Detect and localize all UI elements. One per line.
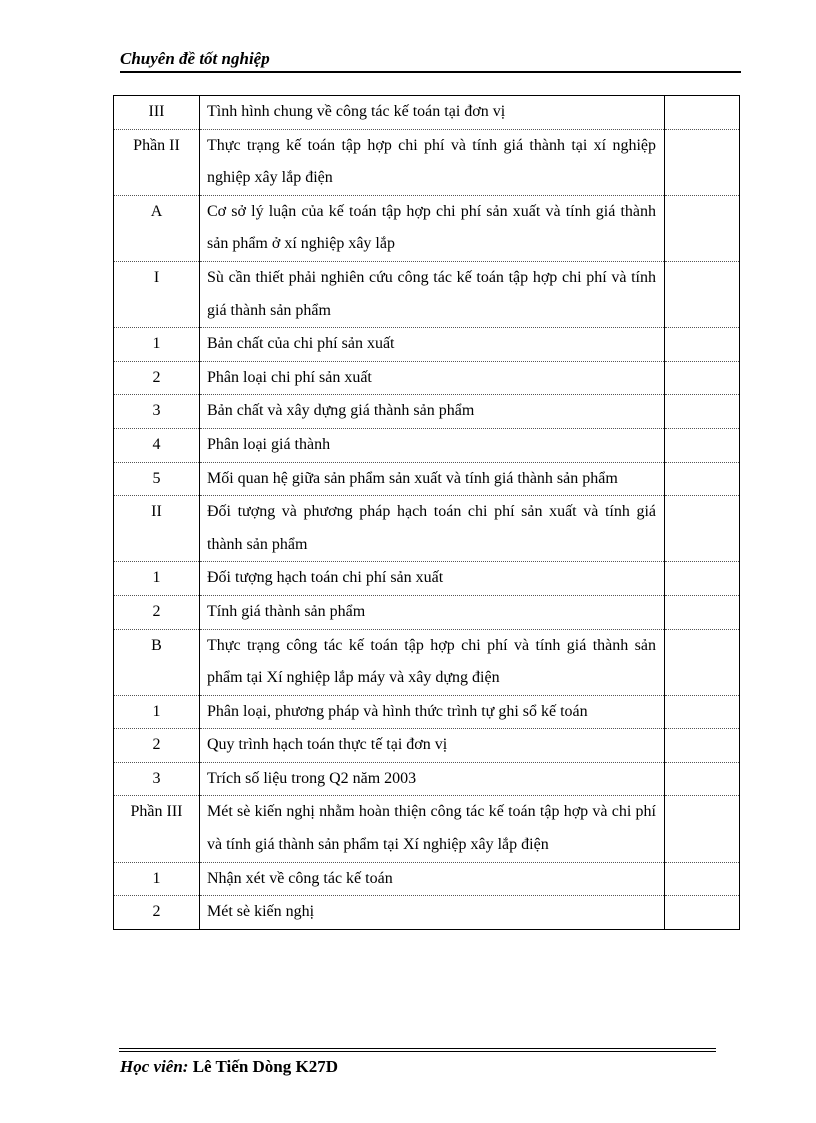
toc-row (114, 695, 740, 729)
header-title: Chuyên đề tốt nghiệp (120, 49, 270, 68)
toc-page (665, 762, 740, 796)
toc-row (114, 428, 740, 462)
toc-number: 3 (114, 395, 200, 429)
toc-title: Thực trạng kế toán tập hợp chi phí và tính giá thành tại xí nghiệp nghiệp xây lắp điện (200, 129, 665, 195)
toc-page (665, 261, 740, 327)
toc-page (665, 629, 740, 695)
toc-number: 1 (114, 695, 200, 729)
toc-row (114, 496, 740, 562)
toc-page (665, 195, 740, 261)
toc-page (665, 496, 740, 562)
toc-title: Phân loại chi phí sản xuất (200, 361, 665, 395)
footer-divider (119, 1048, 716, 1052)
toc-row (114, 462, 740, 496)
toc-title: Đối tượng và phương pháp hạch toán chi phí sản xuất và tính giá thành sản phẩm (200, 496, 665, 562)
toc-title: Quy trình hạch toán thực tế tại đơn vị (200, 729, 665, 763)
toc-page (665, 695, 740, 729)
toc-page (665, 328, 740, 362)
toc-number: II (114, 496, 200, 562)
toc-title: Bản chất và xây dựng giá thành sản phẩm (200, 395, 665, 429)
toc-title: Sù cần thiết phải nghiên cứu công tác kế toán tập hợp chi phí và tính giá thành sản phẩm (200, 261, 665, 327)
page-header (120, 48, 741, 73)
toc-title: Trích số liệu trong Q2 năm 2003 (200, 762, 665, 796)
toc-row (114, 395, 740, 429)
toc-number: 4 (114, 428, 200, 462)
toc-row (114, 195, 740, 261)
toc-number: I (114, 261, 200, 327)
toc-row (114, 595, 740, 629)
toc-page (665, 428, 740, 462)
toc-row (114, 361, 740, 395)
toc-page (665, 395, 740, 429)
toc-title: Đối tượng hạch toán chi phí sản xuất (200, 562, 665, 596)
toc-page (665, 595, 740, 629)
toc-number: 3 (114, 762, 200, 796)
footer-label: Học viên: (120, 1057, 189, 1076)
toc-number: A (114, 195, 200, 261)
table-of-contents (113, 95, 740, 930)
toc-page (665, 129, 740, 195)
toc-page (665, 729, 740, 763)
toc-number: 2 (114, 729, 200, 763)
toc-title: Nhận xét về công tác kế toán (200, 862, 665, 896)
toc-page (665, 462, 740, 496)
toc-number: 1 (114, 328, 200, 362)
toc-page (665, 96, 740, 130)
toc-number: 5 (114, 462, 200, 496)
page-footer (120, 1056, 720, 1078)
toc-number: Phần III (114, 796, 200, 862)
toc-title: Phân loại giá thành (200, 428, 665, 462)
toc-number: 1 (114, 562, 200, 596)
toc-number: 2 (114, 595, 200, 629)
toc-row (114, 261, 740, 327)
toc-page (665, 562, 740, 596)
toc-page (665, 896, 740, 930)
toc-row (114, 96, 740, 130)
toc-row (114, 328, 740, 362)
toc-row (114, 562, 740, 596)
toc-number: 2 (114, 896, 200, 930)
toc-title: Mối quan hệ giữa sản phẩm sản xuất và tính giá thành sản phẩm (200, 462, 665, 496)
toc-number: III (114, 96, 200, 130)
toc-row (114, 129, 740, 195)
toc-title: Cơ sở lý luận của kế toán tập hợp chi phí sản xuất và tính giá thành sản phẩm ở xí nghiệp xây lắp (200, 195, 665, 261)
toc-page (665, 862, 740, 896)
toc-row (114, 762, 740, 796)
toc-title: Tình hình chung về công tác kế toán tại đơn vị (200, 96, 665, 130)
toc-title: Phân loại, phương pháp và hình thức trình tự ghi sổ kế toán (200, 695, 665, 729)
toc-page (665, 796, 740, 862)
toc-row (114, 896, 740, 930)
toc-title: Bản chất của chi phí sản xuất (200, 328, 665, 362)
toc-number: 2 (114, 361, 200, 395)
toc-row (114, 629, 740, 695)
toc-title: Mét sè kiến nghị (200, 896, 665, 930)
toc-title: Thực trạng công tác kế toán tập hợp chi phí và tính giá thành sản phẩm tại Xí nghiệp lắp máy và xây dựng điện (200, 629, 665, 695)
footer-author: Lê Tiến Dòng K27D (192, 1057, 339, 1076)
toc-row (114, 862, 740, 896)
toc-row (114, 729, 740, 763)
toc-number: Phần II (114, 129, 200, 195)
toc-title: Tính giá thành sản phẩm (200, 595, 665, 629)
toc-page (665, 361, 740, 395)
toc-number: 1 (114, 862, 200, 896)
toc-row (114, 796, 740, 862)
toc-number: B (114, 629, 200, 695)
toc-title: Mét sè kiến nghị nhằm hoàn thiện công tác kế toán tập hợp và chi phí và tính giá thành sản phẩm tại Xí nghiệp xây lắp điện (200, 796, 665, 862)
